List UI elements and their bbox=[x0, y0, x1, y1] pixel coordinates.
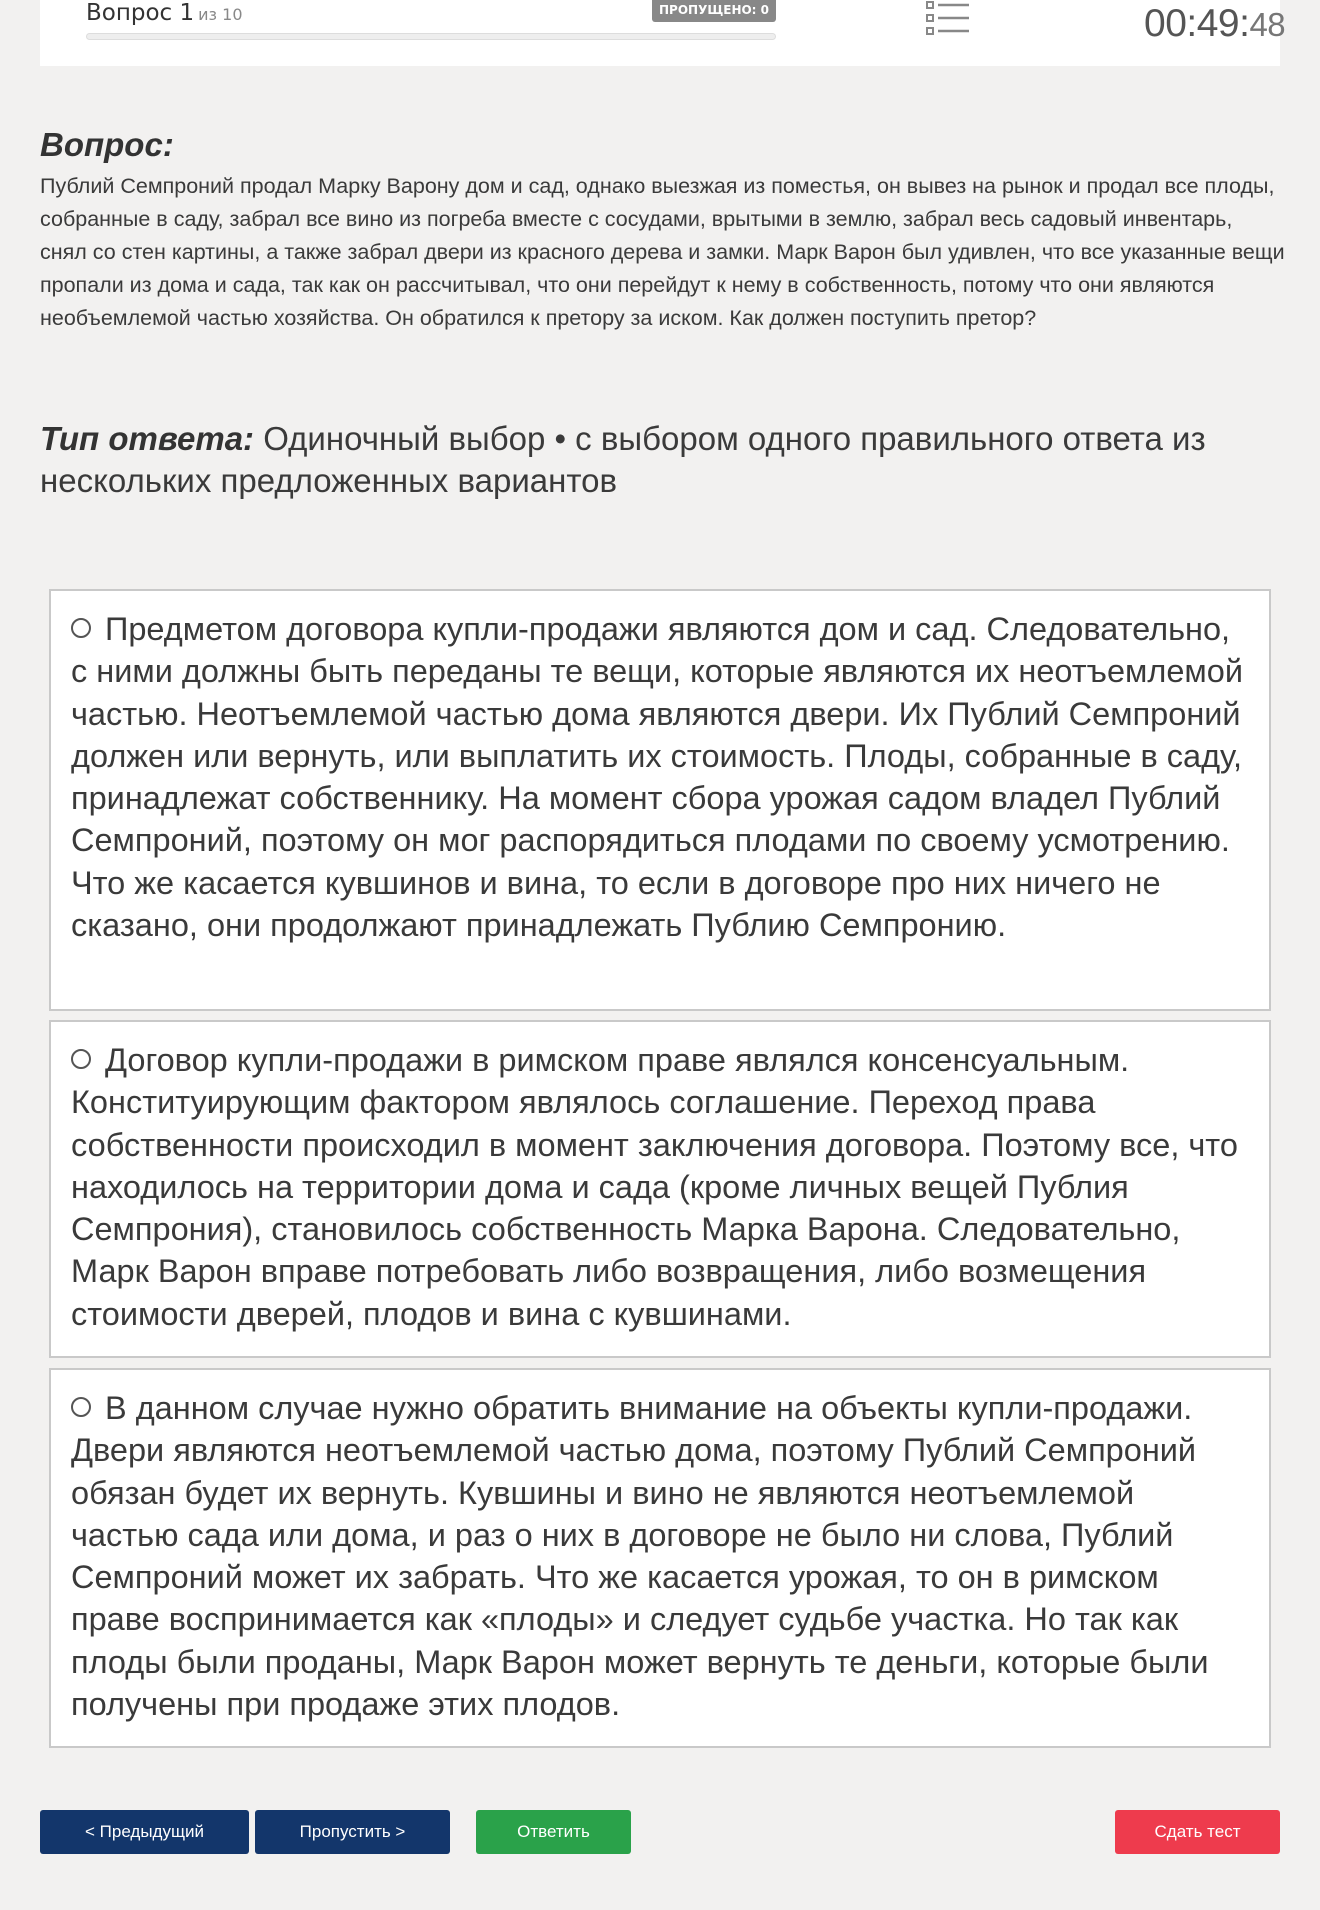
radio-icon[interactable] bbox=[71, 1049, 91, 1069]
radio-icon[interactable] bbox=[71, 1397, 91, 1417]
answer-option-text: Предметом договора купли-продажи являются дом и сад. Следовательно, с ними должны быть переданы те вещи, которые являются их неотъемлемой частью. Неотъемлемой частью дома являются двери. Их Публий Семпроний должен или вернуть, или выплатить их стоимость. Плоды, собранные в саду, принадлежат собственнику. На момент сбора урожая садом владел Публий Семпроний, поэтому он мог распорядиться плодами по своему усмотрению. Что же касается кувшинов и вина, то если в договоре про них ничего не сказано, они продолжают принадлежать Публию Семпронию. bbox=[71, 611, 1243, 944]
previous-button[interactable]: < Предыдущий bbox=[40, 1810, 249, 1854]
answer-button[interactable]: Ответить bbox=[476, 1810, 631, 1854]
answer-option-2[interactable] bbox=[49, 1020, 1271, 1358]
answer-type-value: Одиночный выбор • с выбором одного правильного ответа из нескольких предложенных вариантов bbox=[40, 420, 1206, 499]
question-counter-label: Вопрос 1 bbox=[86, 0, 195, 26]
submit-test-button[interactable]: Сдать тест bbox=[1115, 1810, 1280, 1854]
list-icon[interactable] bbox=[926, 0, 970, 38]
answer-option-1[interactable] bbox=[49, 589, 1271, 1011]
radio-icon[interactable] bbox=[71, 618, 91, 638]
answer-option-text: Договор купли-продажи в римском праве являлся консенсуальным. Конституирующим фактором являлось соглашение. Переход права собственности происходил в момент заключения договора. Поэтому все, что находилось на территории дома и сада (кроме личных вещей Публия Семпрония), становилось собственность Марка Варона. Следовательно, Марк Варон вправе потребовать либо возвращения, либо возмещения стоимости дверей, плодов и вина с кувшинами. bbox=[71, 1042, 1238, 1332]
question-heading: Вопрос: bbox=[40, 126, 174, 163]
timer-main: 00:49: bbox=[1144, 2, 1250, 45]
question-counter bbox=[86, 0, 243, 26]
timer bbox=[1144, 2, 1285, 46]
progress-bar bbox=[86, 33, 776, 40]
answer-type bbox=[40, 418, 1285, 502]
answer-option-3[interactable] bbox=[49, 1368, 1271, 1748]
question-text: Публий Семпроний продал Марку Варону дом и сад, однако выезжая из поместья, он вывез на рынок и продал все плоды, собранные в саду, забрал все вино из погреба вместе с сосудами, врытыми в землю, забрал весь садовый инвентарь, снял со стен картины, а также забрал двери из красного дерева и замки. Марк Варон был удивлен, что все указанные вещи пропали из дома и сада, так как он рассчитывал, что они перейдут к нему в собственность, потому что они являются необъемлемой частью хозяйства. Он обратился к претору за иском. Как должен поступить претор? bbox=[40, 174, 1285, 330]
answer-type-label: Тип ответа: bbox=[40, 420, 255, 457]
skipped-badge: ПРОПУЩЕНО: 0 bbox=[652, 0, 776, 22]
question-counter-total: из 10 bbox=[198, 5, 243, 24]
header-card bbox=[40, 0, 1286, 66]
timer-seconds: 48 bbox=[1249, 6, 1286, 43]
skip-button[interactable]: Пропустить > bbox=[255, 1810, 450, 1854]
answer-option-text: В данном случае нужно обратить внимание на объекты купли-продажи. Двери являются неотъемлемой частью дома, поэтому Публий Семпроний обязан будет их вернуть. Кувшины и вино не являются неотъемлемой частью сада или дома, и раз о них в договоре не было ни слова, Публий Семпроний может их забрать. Что же касается урожая, то он в римском праве воспринимается как «плоды» и следует судьбе участка. Но так как плоды были проданы, Марк Варон может вернуть те деньги, которые были получены при продаже этих плодов. bbox=[71, 1390, 1209, 1723]
